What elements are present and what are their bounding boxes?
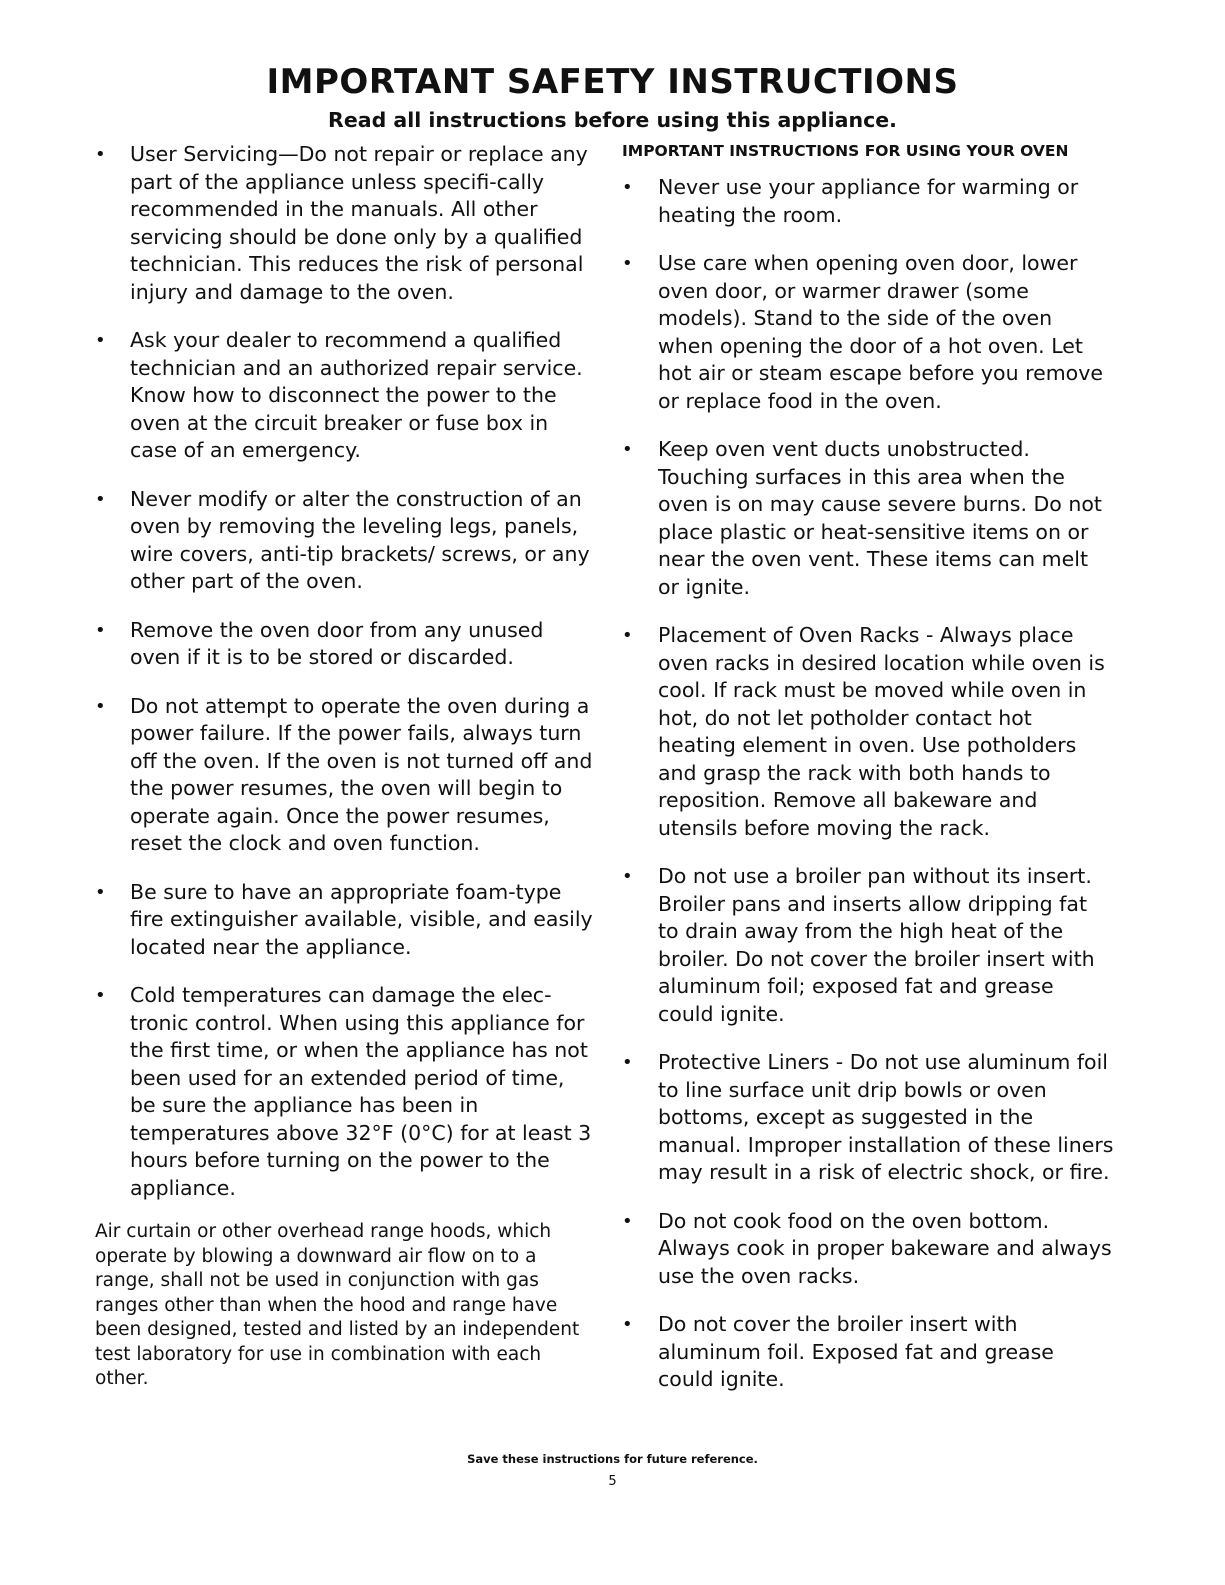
bullet-icon: • [622, 439, 633, 460]
bullet-icon: • [622, 866, 633, 887]
bullet-icon: • [622, 253, 633, 274]
list-item [95, 693, 595, 858]
right-column [622, 141, 1114, 1415]
bullet-icon: • [95, 619, 106, 641]
left-bullet-list [95, 141, 595, 1202]
bullet-icon: • [95, 330, 106, 351]
list-item-text: Protective Liners - Do not use aluminum foil to line surface unit drip bowls or oven bottoms, except as suggested in the manual. Improper installation of these liners may result in a risk of electric shock, or fire. [658, 1050, 1114, 1184]
list-item-text: Use care when opening oven door, lower oven door, or warmer drawer (some models). Stand to the side of the oven when opening the door of a hot oven. Let hot air or steam escape before you remove or replace food in the oven. [658, 251, 1103, 413]
page-subtitle: Read all instructions before using this appliance. [328, 108, 897, 132]
footer-note: Save these instructions for future reference. [467, 1452, 758, 1466]
list-item-text: Do not cook food on the oven bottom. Always cook in proper bakeware and always use the oven racks. [658, 1208, 1112, 1288]
bullet-icon: • [95, 985, 106, 1006]
section-heading: IMPORTANT INSTRUCTIONS FOR USING YOUR OVEN [622, 142, 1069, 160]
list-item [95, 486, 595, 596]
range-hood-paragraph: Air curtain or other overhead range hoods, which operate by blowing a downward air flow on to a range, shall not be used in conjunction with gas ranges other than when the hood and range have been designed, tested and listed by an independent test laboratory for use in combination with each other. [95, 1221, 580, 1389]
list-item [622, 1311, 1114, 1394]
left-column [95, 141, 595, 1392]
list-item [95, 617, 595, 672]
bullet-icon: • [622, 1210, 633, 1232]
list-item-text: Do not cover the broiler insert with aluminum foil. Exposed fat and grease could ignite. [658, 1312, 1054, 1391]
list-item-text: Placement of Oven Racks - Always place oven racks in desired location while oven is cool. If rack must be moved while oven in hot, do not let potholder contact hot heating element in oven. Use potholders and grasp the rack with both hands to reposition. Remove all bakeware and utensils before moving the rack. [658, 623, 1105, 840]
list-item [95, 141, 595, 306]
list-item-text: Ask your dealer to recommend a qualified technician and an authorized repair service. Know how to disconnect the power to the oven at the circuit breaker or fuse box in case of an emergency. [130, 328, 583, 462]
bullet-icon: • [95, 488, 106, 510]
list-item [622, 436, 1114, 601]
list-item-text: Keep oven vent ducts unobstructed. Touching surfaces in this area when the oven is on may cause severe burns. Do not place plastic or heat-sensitive items on or near the oven vent. These items can melt or ignite. [658, 437, 1102, 599]
bullet-icon: • [622, 625, 633, 646]
bullet-icon: • [95, 881, 106, 903]
bullet-icon: • [95, 695, 106, 717]
list-item [622, 622, 1114, 842]
list-item-text: Never use your appliance for warming or heating the room. [658, 175, 1079, 227]
page-number: 5 [608, 1474, 617, 1489]
list-item [95, 327, 595, 465]
list-item-text: Never modify or alter the construction of an oven by removing the leveling legs, panels, wire covers, anti-tip brackets/ screws, or any other part of the oven. [130, 486, 590, 593]
list-item-text: Remove the oven door from any unused oven if it is to be stored or discarded. [130, 617, 544, 669]
list-item-text: Do not use a broiler pan without its insert. Broiler pans and inserts allow dripping fat to drain away from the high heat of the broiler. Do not cover the broiler insert with aluminum foil; exposed fat and grease could ignite. [658, 864, 1095, 1026]
list-item [622, 250, 1114, 415]
list-item-text: User Servicing—Do not repair or replace any part of the appliance unless specifi-cally recommended in the manuals. All other servicing should be done only by a qualified technician. This reduces the risk of personal injury and damage to the oven. [130, 142, 588, 304]
list-item-text: Be sure to have an appropriate foam-type fire extinguisher available, visible, and easily located near the appliance. [130, 879, 593, 959]
page-title: IMPORTANT SAFETY INSTRUCTIONS [266, 62, 959, 102]
list-item [95, 879, 595, 962]
list-item [622, 1208, 1114, 1291]
list-item [622, 1049, 1114, 1187]
list-item [622, 174, 1114, 229]
list-item [622, 863, 1114, 1028]
bullet-icon: • [95, 144, 106, 165]
list-item-text: Do not attempt to operate the oven during a power failure. If the power fails, always turn off the oven. If the oven is not turned off and the power resumes, the oven will begin to operate again. Once the power resumes, reset the clock and oven function. [130, 693, 593, 855]
list-item [95, 982, 595, 1202]
bullet-icon: • [622, 177, 633, 198]
list-item-text: Cold temperatures can damage the elec-tronic control. When using this appliance for the first time, or when the appliance has not been used for an extended period of time, be sure the appliance has been in temperatures above 32°F (0°C) for at least 3 hours before turning on the power to the appliance. [130, 983, 592, 1200]
right-bullet-list [622, 174, 1114, 1394]
bullet-icon: • [622, 1314, 633, 1335]
bullet-icon: • [622, 1052, 633, 1073]
